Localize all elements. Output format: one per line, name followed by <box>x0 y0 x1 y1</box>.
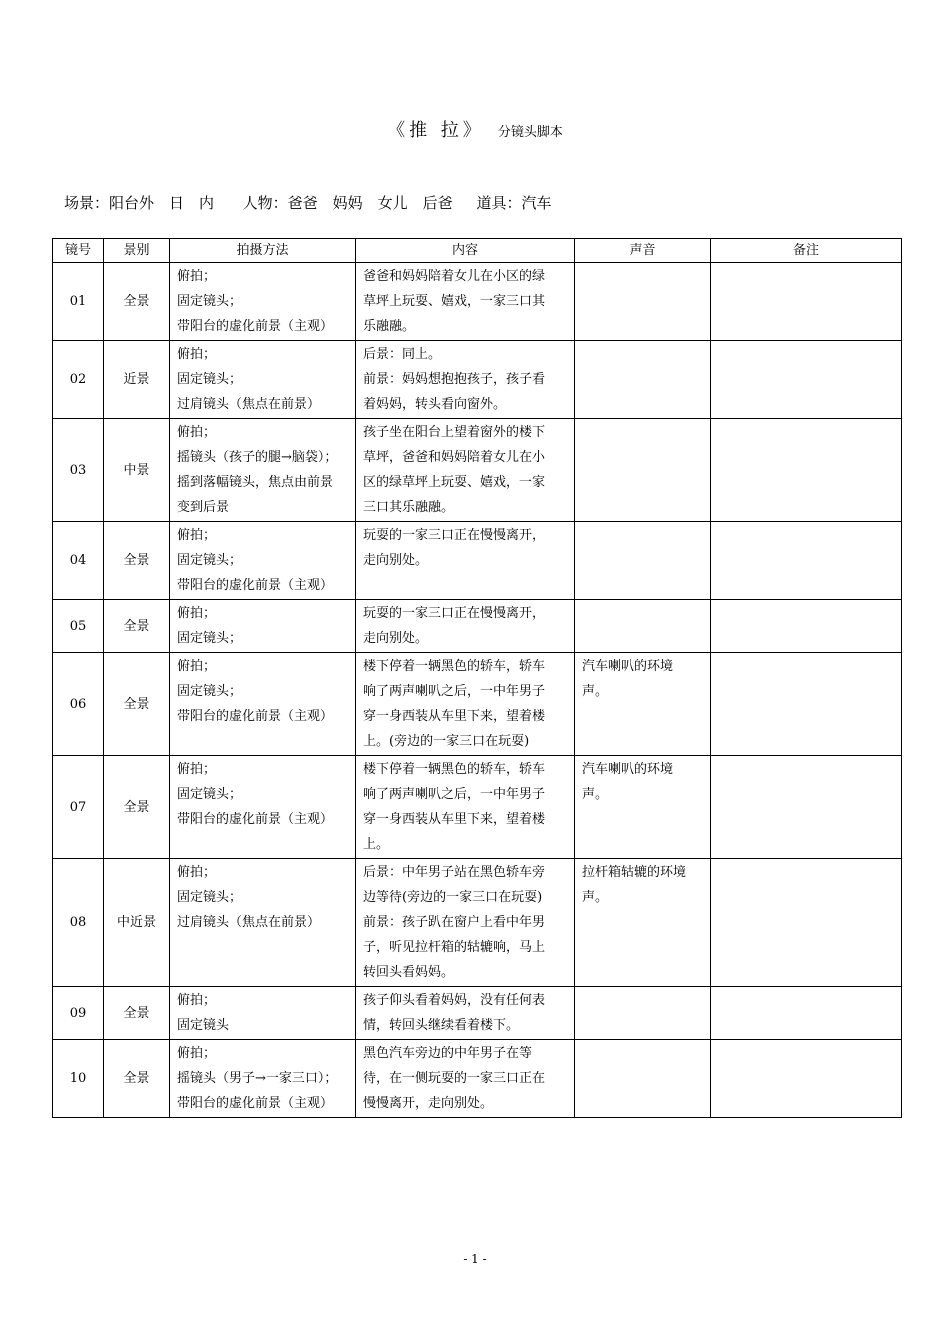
content-cell-line: 区的绿草坪上玩耍、嬉戏，一家 <box>363 475 546 490</box>
scene-label: 场景： <box>64 194 110 212</box>
method-cell-line: 俯拍； <box>177 865 217 880</box>
scene-value: 阳台外 日 内 <box>109 194 215 212</box>
method-cell <box>170 859 356 987</box>
document-title <box>0 116 950 142</box>
method-cell-line: 俯拍； <box>177 659 217 674</box>
table-row <box>53 522 902 600</box>
sound-cell <box>575 1040 711 1118</box>
shot-number-cell: 04 <box>53 522 104 600</box>
method-cell <box>170 263 356 341</box>
content-cell-line: 草坪上玩耍、嬉戏，一家三口其 <box>363 294 546 309</box>
table-row <box>53 1040 902 1118</box>
content-cell-line: 转回头看妈妈。 <box>363 965 455 980</box>
content-cell-line: 草坪，爸爸和妈妈陪着女儿在小 <box>363 450 546 465</box>
content-cell <box>356 341 575 419</box>
sound-cell <box>575 419 711 522</box>
shot-size-cell: 全景 <box>104 756 170 859</box>
shot-number-cell: 09 <box>53 987 104 1040</box>
method-cell <box>170 522 356 600</box>
props-value: 汽车 <box>521 194 552 212</box>
sound-cell <box>575 263 711 341</box>
content-cell <box>356 419 575 522</box>
content-cell-line: 楼下停着一辆黑色的轿车，轿车 <box>363 659 546 674</box>
content-cell-line: 情，转回头继续看着楼下。 <box>363 1018 520 1033</box>
shot-number-cell: 02 <box>53 341 104 419</box>
shot-number-cell: 10 <box>53 1040 104 1118</box>
content-cell <box>356 600 575 653</box>
method-cell-line: 固定镜头 <box>177 1018 230 1033</box>
notes-cell <box>711 859 902 987</box>
shot-size-cell: 全景 <box>104 600 170 653</box>
method-cell-line: 固定镜头； <box>177 684 243 699</box>
content-cell-line: 待，在一侧玩耍的一家三口正在 <box>363 1071 546 1086</box>
table-row <box>53 653 902 756</box>
sound-cell-line: 声。 <box>582 890 609 905</box>
content-cell-line: 三口其乐融融。 <box>363 500 455 515</box>
method-cell <box>170 653 356 756</box>
notes-cell <box>711 653 902 756</box>
method-cell-line: 俯拍； <box>177 347 217 362</box>
shot-number-cell: 03 <box>53 419 104 522</box>
shot-size-cell: 中近景 <box>104 859 170 987</box>
shot-size-cell: 全景 <box>104 522 170 600</box>
header-notes: 备注 <box>711 239 902 263</box>
method-cell <box>170 341 356 419</box>
characters-value: 爸爸 妈妈 女儿 后爸 <box>287 194 453 212</box>
content-cell-line: 穿一身西装从车里下来，望着楼 <box>363 812 546 827</box>
method-cell-line: 俯拍； <box>177 528 217 543</box>
content-cell-line: 黑色汽车旁边的中年男子在等 <box>363 1046 533 1061</box>
method-cell-line: 摇镜头（男子→一家三口）； <box>177 1071 338 1086</box>
method-cell-line: 俯拍； <box>177 269 217 284</box>
method-cell-line: 固定镜头； <box>177 372 243 387</box>
content-cell-line: 楼下停着一辆黑色的轿车，轿车 <box>363 762 546 777</box>
sound-cell-line: 声。 <box>582 684 609 699</box>
content-cell <box>356 987 575 1040</box>
sound-cell-line: 汽车喇叭的环境 <box>582 762 674 777</box>
notes-cell <box>711 600 902 653</box>
content-cell-line: 前景：孩子趴在窗户上看中年男 <box>363 915 546 930</box>
content-cell-line: 上。(旁边的一家三口在玩耍) <box>363 734 530 749</box>
content-cell-line: 走向别处。 <box>363 553 429 568</box>
table-row <box>53 341 902 419</box>
content-cell-line: 响了两声喇叭之后，一中年男子 <box>363 684 546 699</box>
shot-size-cell: 近景 <box>104 341 170 419</box>
content-cell <box>356 522 575 600</box>
method-cell-line: 固定镜头； <box>177 294 243 309</box>
sound-cell <box>575 600 711 653</box>
method-cell-line: 固定镜头； <box>177 553 243 568</box>
method-cell-line: 俯拍； <box>177 606 217 621</box>
shot-size-cell: 全景 <box>104 653 170 756</box>
page-number: - 1 - <box>463 1252 487 1266</box>
method-cell <box>170 419 356 522</box>
shot-size-cell: 全景 <box>104 263 170 341</box>
method-cell-line: 固定镜头； <box>177 890 243 905</box>
header-sound: 声音 <box>575 239 711 263</box>
title-main: 《推 拉》 <box>387 120 485 141</box>
table-row <box>53 987 902 1040</box>
content-cell-line: 玩耍的一家三口正在慢慢离开， <box>363 528 546 543</box>
notes-cell <box>711 341 902 419</box>
shot-number-cell: 08 <box>53 859 104 987</box>
shot-size-cell: 中景 <box>104 419 170 522</box>
method-cell-line: 摇镜头（孩子的腿→脑袋）； <box>177 450 338 465</box>
method-cell-line: 摇到落幅镜头，焦点由前景 <box>177 475 334 490</box>
method-cell-line: 带阳台的虚化前景（主观） <box>177 812 334 827</box>
content-cell-line: 后景：同上。 <box>363 347 442 362</box>
content-cell-line: 玩耍的一家三口正在慢慢离开， <box>363 606 546 621</box>
shot-number-cell: 01 <box>53 263 104 341</box>
props-label: 道具： <box>476 194 522 212</box>
method-cell-line: 带阳台的虚化前景（主观） <box>177 319 334 334</box>
sound-cell <box>575 341 711 419</box>
sound-cell <box>575 653 711 756</box>
method-cell-line: 带阳台的虚化前景（主观） <box>177 1096 334 1111</box>
table-body <box>53 263 902 1118</box>
content-cell-line: 乐融融。 <box>363 319 416 334</box>
table-row <box>53 600 902 653</box>
content-cell-line: 穿一身西装从车里下来，望着楼 <box>363 709 546 724</box>
content-cell <box>356 756 575 859</box>
method-cell-line: 过肩镜头（焦点在前景） <box>177 915 321 930</box>
method-cell-line: 固定镜头； <box>177 631 243 646</box>
method-cell-line: 变到后景 <box>177 500 230 515</box>
method-cell <box>170 756 356 859</box>
content-cell <box>356 263 575 341</box>
shot-size-cell: 全景 <box>104 987 170 1040</box>
method-cell-line: 俯拍； <box>177 762 217 777</box>
shot-number-cell: 07 <box>53 756 104 859</box>
notes-cell <box>711 419 902 522</box>
content-cell <box>356 1040 575 1118</box>
sound-cell-line: 拉杆箱轱辘的环境 <box>582 865 687 880</box>
method-cell <box>170 600 356 653</box>
method-cell-line: 固定镜头； <box>177 787 243 802</box>
content-cell-line: 孩子仰头看着妈妈，没有任何表 <box>363 993 546 1008</box>
title-sub: 分镜头脚本 <box>497 125 563 140</box>
shot-size-cell: 全景 <box>104 1040 170 1118</box>
table-row <box>53 419 902 522</box>
table-row <box>53 263 902 341</box>
content-cell-line: 前景：妈妈想抱抱孩子，孩子看 <box>363 372 546 387</box>
table-row <box>53 859 902 987</box>
content-cell-line: 响了两声喇叭之后，一中年男子 <box>363 787 546 802</box>
sound-cell <box>575 756 711 859</box>
content-cell-line: 着妈妈，转头看向窗外。 <box>363 397 507 412</box>
content-cell-line: 上。 <box>363 837 390 852</box>
content-cell-line: 边等待(旁边的一家三口在玩耍) <box>363 890 543 905</box>
content-cell <box>356 859 575 987</box>
characters-label: 人物： <box>242 194 288 212</box>
content-cell-line: 爸爸和妈妈陪着女儿在小区的绿 <box>363 269 546 284</box>
table-row <box>53 756 902 859</box>
content-cell <box>356 653 575 756</box>
header-method: 拍摄方法 <box>170 239 356 263</box>
table-header-row <box>53 239 902 263</box>
header-shot-size: 景别 <box>104 239 170 263</box>
method-cell-line: 带阳台的虚化前景（主观） <box>177 709 334 724</box>
notes-cell <box>711 987 902 1040</box>
content-cell-line: 后景：中年男子站在黑色轿车旁 <box>363 865 546 880</box>
sound-cell-line: 汽车喇叭的环境 <box>582 659 674 674</box>
sound-cell <box>575 522 711 600</box>
content-cell-line: 走向别处。 <box>363 631 429 646</box>
method-cell-line: 俯拍； <box>177 993 217 1008</box>
method-cell <box>170 1040 356 1118</box>
header-shot-number: 镜号 <box>53 239 104 263</box>
content-cell-line: 孩子坐在阳台上望着窗外的楼下 <box>363 425 546 440</box>
sound-cell <box>575 987 711 1040</box>
shot-number-cell: 05 <box>53 600 104 653</box>
method-cell <box>170 987 356 1040</box>
method-cell-line: 过肩镜头（焦点在前景） <box>177 397 321 412</box>
content-cell-line: 慢慢离开，走向别处。 <box>363 1096 494 1111</box>
notes-cell <box>711 522 902 600</box>
notes-cell <box>711 263 902 341</box>
header-content: 内容 <box>356 239 575 263</box>
storyboard-table <box>52 238 902 1118</box>
method-cell-line: 俯拍； <box>177 425 217 440</box>
notes-cell <box>711 1040 902 1118</box>
method-cell-line: 带阳台的虚化前景（主观） <box>177 578 334 593</box>
sound-cell-line: 声。 <box>582 787 609 802</box>
method-cell-line: 俯拍； <box>177 1046 217 1061</box>
content-cell-line: 子，听见拉杆箱的轱辘响，马上 <box>363 940 546 955</box>
sound-cell <box>575 859 711 987</box>
scene-info <box>64 192 552 213</box>
notes-cell <box>711 756 902 859</box>
shot-number-cell: 06 <box>53 653 104 756</box>
